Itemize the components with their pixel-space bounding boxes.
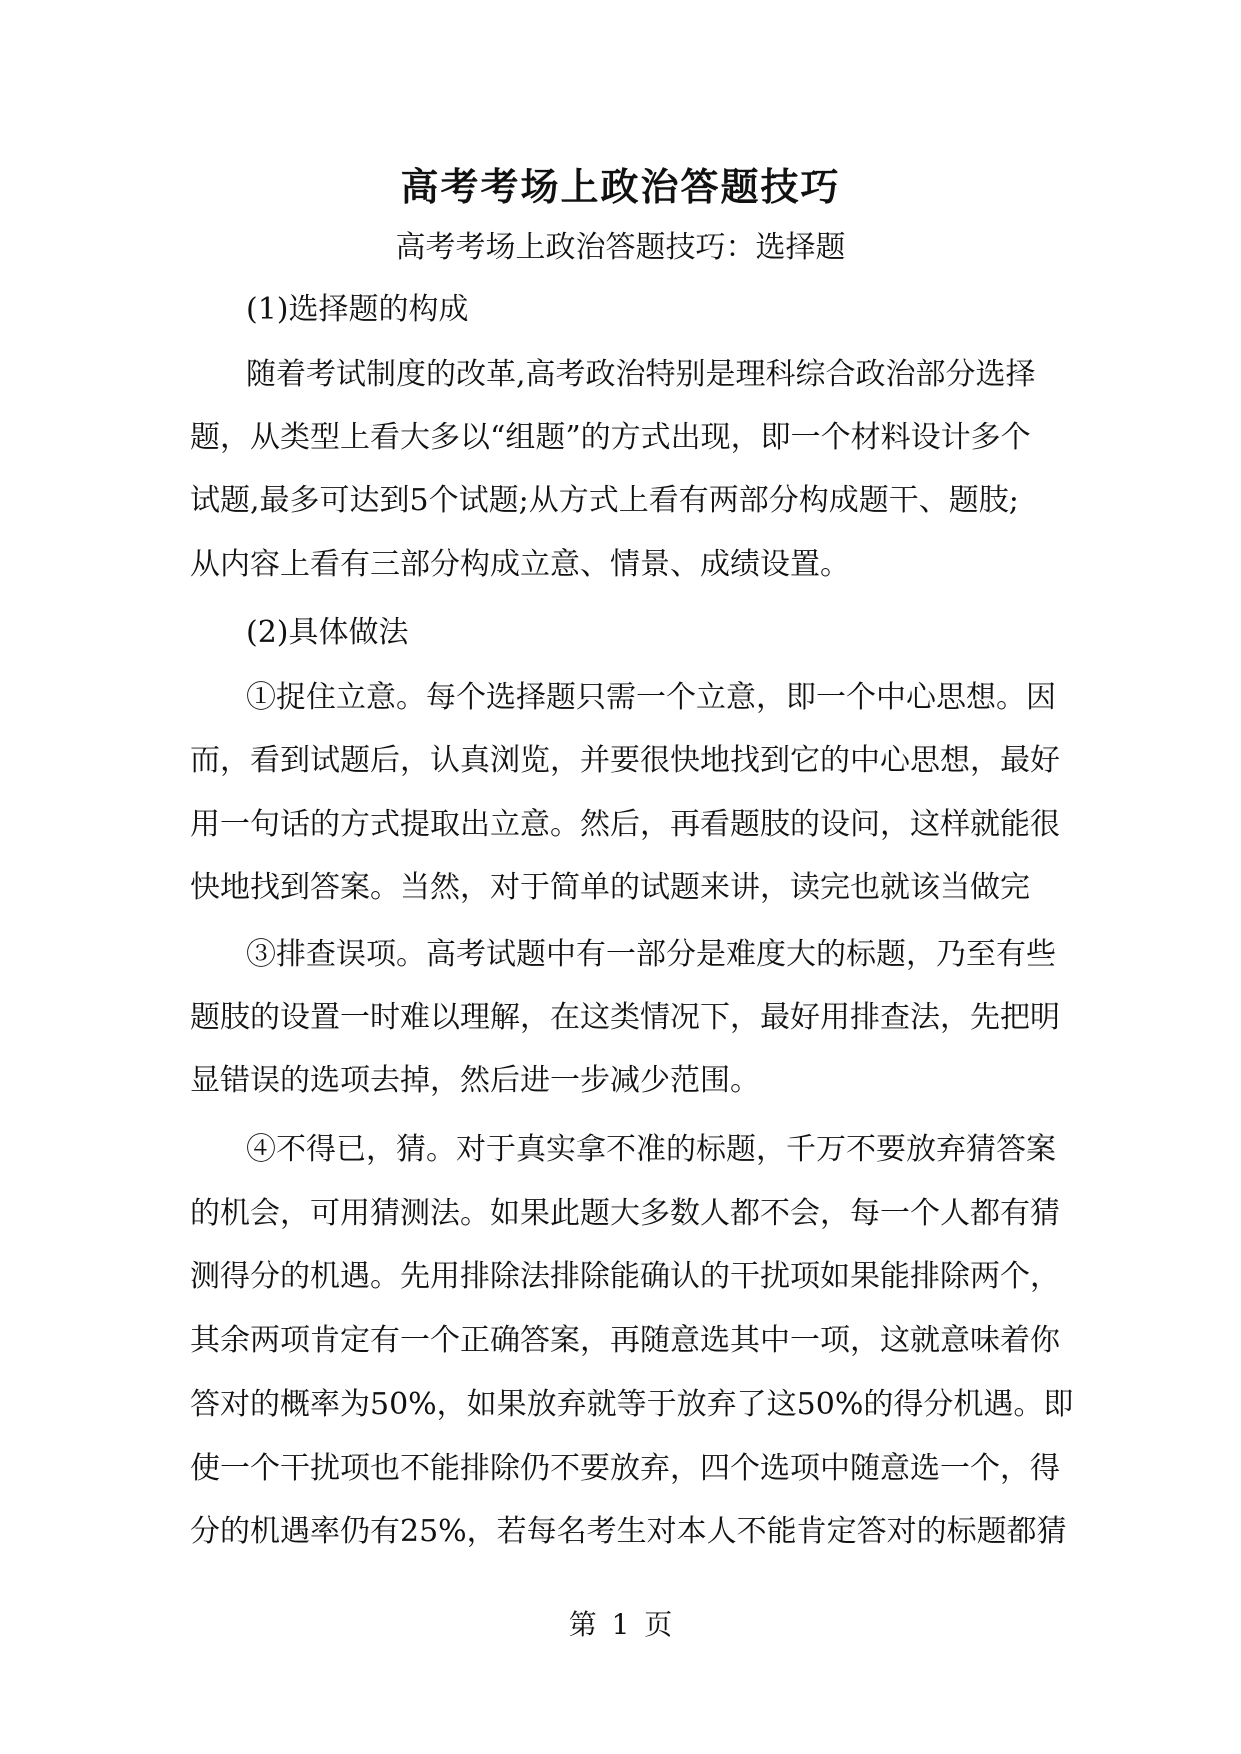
- document-title: 高考考场上政治答题技巧: [400, 164, 841, 209]
- body-line: 题肢的设置一时难以理解，在这类情况下，最好用排查法，先把明: [190, 1000, 1060, 1035]
- body-line: 从内容上看有三部分构成立意、情景、成绩设置。: [190, 547, 850, 582]
- body-line: 用一句话的方式提取出立意。然后，再看题肢的设问，这样就能很: [190, 807, 1060, 842]
- body-line: 显错误的选项去掉，然后进一步减少范围。: [190, 1063, 760, 1098]
- body-line: ①捉住立意。每个选择题只需一个立意，即一个中心思想。因: [246, 680, 1056, 715]
- body-line: 其余两项肯定有一个正确答案，再随意选其中一项，这就意味着你: [190, 1323, 1060, 1358]
- page-number: 第 1 页: [568, 1608, 673, 1641]
- section-heading-method: (2)具体做法: [246, 615, 409, 650]
- body-line: 题，从类型上看大多以“组题”的方式出现，即一个材料设计多个: [190, 420, 1031, 455]
- body-line: 随着考试制度的改革,高考政治特别是理科综合政治部分选择: [246, 357, 1036, 392]
- body-line: 的机会，可用猜测法。如果此题大多数人都不会，每一个人都有猜: [190, 1196, 1060, 1231]
- body-line: 使一个干扰项也不能排除仍不要放弃，四个选项中随意选一个，得: [190, 1451, 1060, 1486]
- document-subtitle: 高考考场上政治答题技巧：选择题: [395, 230, 846, 265]
- section-heading-composition: (1)选择题的构成: [246, 292, 469, 327]
- body-line: 分的机遇率仍有25%，若每名考生对本人不能肯定答对的标题都猜: [190, 1514, 1067, 1549]
- body-line: ④不得已，猜。对于真实拿不准的标题，千万不要放弃猜答案: [246, 1132, 1056, 1167]
- body-line: ③排查误项。高考试题中有一部分是难度大的标题，乃至有些: [246, 937, 1056, 972]
- body-line: 快地找到答案。当然，对于简单的试题来讲，读完也就该当做完: [190, 870, 1030, 905]
- body-line: 试题,最多可达到5个试题;从方式上看有两部分构成题干、题肢;: [190, 483, 1019, 518]
- body-line: 答对的概率为50%，如果放弃就等于放弃了这50%的得分机遇。即: [190, 1387, 1074, 1422]
- body-line: 测得分的机遇。先用排除法排除能确认的干扰项如果能排除两个，: [190, 1259, 1060, 1294]
- body-line: 而，看到试题后，认真浏览，并要很快地找到它的中心思想，最好: [190, 743, 1060, 778]
